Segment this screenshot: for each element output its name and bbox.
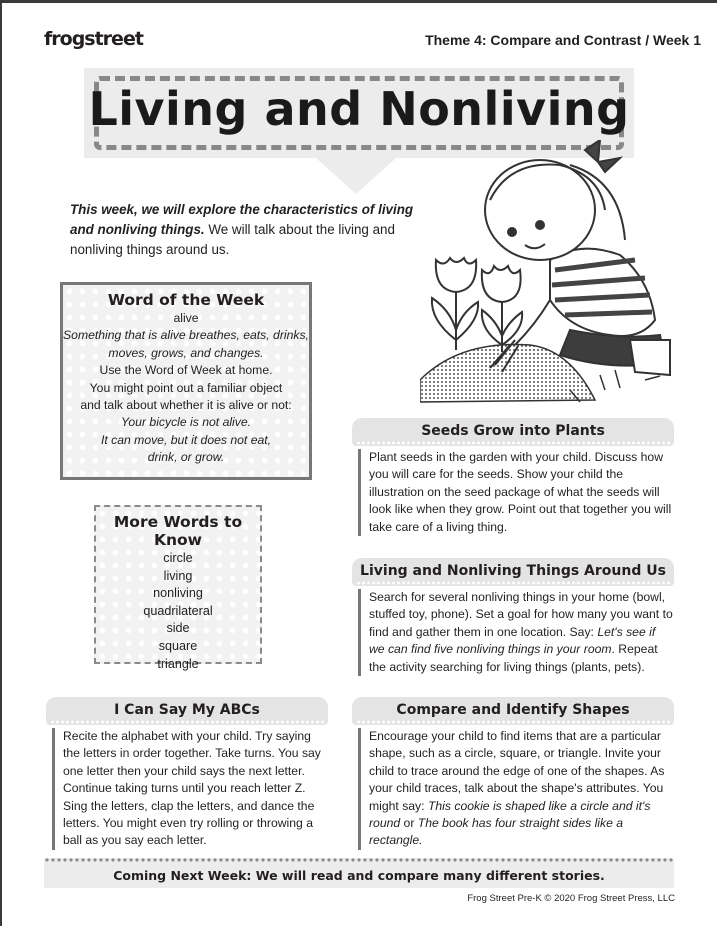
body-italic: This cookie is shaped like a circle and it's round bbox=[369, 798, 651, 831]
section-seeds-grow bbox=[352, 418, 674, 536]
title-pointer bbox=[316, 158, 396, 194]
section-things-around-us bbox=[352, 558, 674, 676]
section-heading: I Can Say My ABCs bbox=[46, 697, 328, 725]
instruction-line: You might point out a familiar object bbox=[89, 380, 283, 395]
vocab-word: living bbox=[163, 568, 193, 583]
body-text: or bbox=[400, 816, 418, 831]
body-text: . Repeat the activity searching for living things (plants, pets). bbox=[369, 642, 658, 674]
section-body bbox=[358, 589, 674, 676]
section-compare-shapes bbox=[352, 697, 674, 850]
coming-next-week-text: Coming Next Week: We will read and compare many different stories. bbox=[113, 868, 605, 883]
more-words-to-know-box bbox=[94, 505, 262, 671]
body-text: Search for several nonliving things in your home (bowl, stuffed toy, phone). Set a goal for how many you want to find and gather them in one location. Say: bbox=[369, 590, 673, 639]
vocab-word: quadrilateral bbox=[143, 603, 213, 618]
example-line: drink, or grow. bbox=[147, 450, 225, 465]
illustration-svg bbox=[420, 140, 680, 410]
word-of-the-week-box bbox=[60, 282, 312, 480]
section-heading: Seeds Grow into Plants bbox=[352, 418, 674, 446]
definition-line: Something that is alive breathes, eats, drinks, bbox=[63, 328, 309, 343]
vocab-word: circle bbox=[163, 551, 193, 565]
word-of-the-week-word: alive bbox=[173, 311, 199, 325]
frogstreet-logo: frogstreet bbox=[44, 28, 143, 50]
section-body: Recite the alphabet with your child. Try saying the letters in order together. Take turns. You say one letter then your child says the next letter. Continue taking turns until you reach letter Z. Sing the letters, clap the letters, and dance the letters. You might even try rolling or throwing a ball as you say each letter. bbox=[52, 728, 328, 850]
vocab-word: square bbox=[158, 638, 198, 653]
body-italic: The book has four straight sides like a rectangle. bbox=[369, 816, 624, 848]
instruction-line: and talk about whether it is alive or not: bbox=[80, 398, 292, 413]
theme-label: Theme 4: Compare and Contrast / Week 1 bbox=[425, 32, 701, 48]
copyright-notice: Frog Street Pre-K © 2020 Frog Street Press, LLC bbox=[467, 893, 675, 904]
section-abcs bbox=[46, 697, 328, 850]
definition-line: moves, grows, and changes. bbox=[108, 345, 264, 360]
vocab-word: side bbox=[166, 621, 190, 636]
section-heading: Compare and Identify Shapes bbox=[352, 697, 674, 725]
section-body bbox=[358, 728, 674, 850]
more-words-title: More Words to Know bbox=[113, 513, 243, 549]
body-italic: Let's see if we can find five nonliving things in your room bbox=[369, 624, 656, 657]
intro-emphasis: This week, we will explore the characteristics of living and nonliving things. bbox=[70, 202, 414, 237]
page-frame-left bbox=[0, 0, 2, 926]
instruction-line: Use the Word of Week at home. bbox=[99, 363, 273, 378]
example-line: Your bicycle is not alive. bbox=[120, 415, 252, 430]
vocab-word: triangle bbox=[157, 656, 199, 671]
section-heading: Living and Nonliving Things Around Us bbox=[352, 558, 674, 586]
page-title: Living and Nonliving bbox=[88, 82, 630, 136]
section-body: Plant seeds in the garden with your child. Discuss how you will care for the seeds. Show your child the illustration on the seed package of what the seeds will look like when they grow. Point out that together you will take care of a living thing. bbox=[358, 449, 674, 536]
girl-gardening-illustration bbox=[420, 140, 680, 410]
coming-next-week-banner bbox=[44, 858, 674, 888]
page-frame-top bbox=[0, 0, 717, 3]
intro-text: We will talk about the living and nonliving things around us. bbox=[70, 222, 395, 257]
vocab-word: nonliving bbox=[153, 586, 203, 601]
body-text: Encourage your child to find items that are a particular shape, such as a circle, square, or triangle. Invite your child to trace around the edge of one of the shapes. As your child traces, talk about the shape's attributes. You might say: bbox=[369, 729, 665, 813]
word-of-the-week-title: Word of the Week bbox=[107, 291, 265, 309]
example-line: It can move, but it does not eat, bbox=[100, 432, 272, 447]
intro-paragraph bbox=[70, 200, 415, 260]
